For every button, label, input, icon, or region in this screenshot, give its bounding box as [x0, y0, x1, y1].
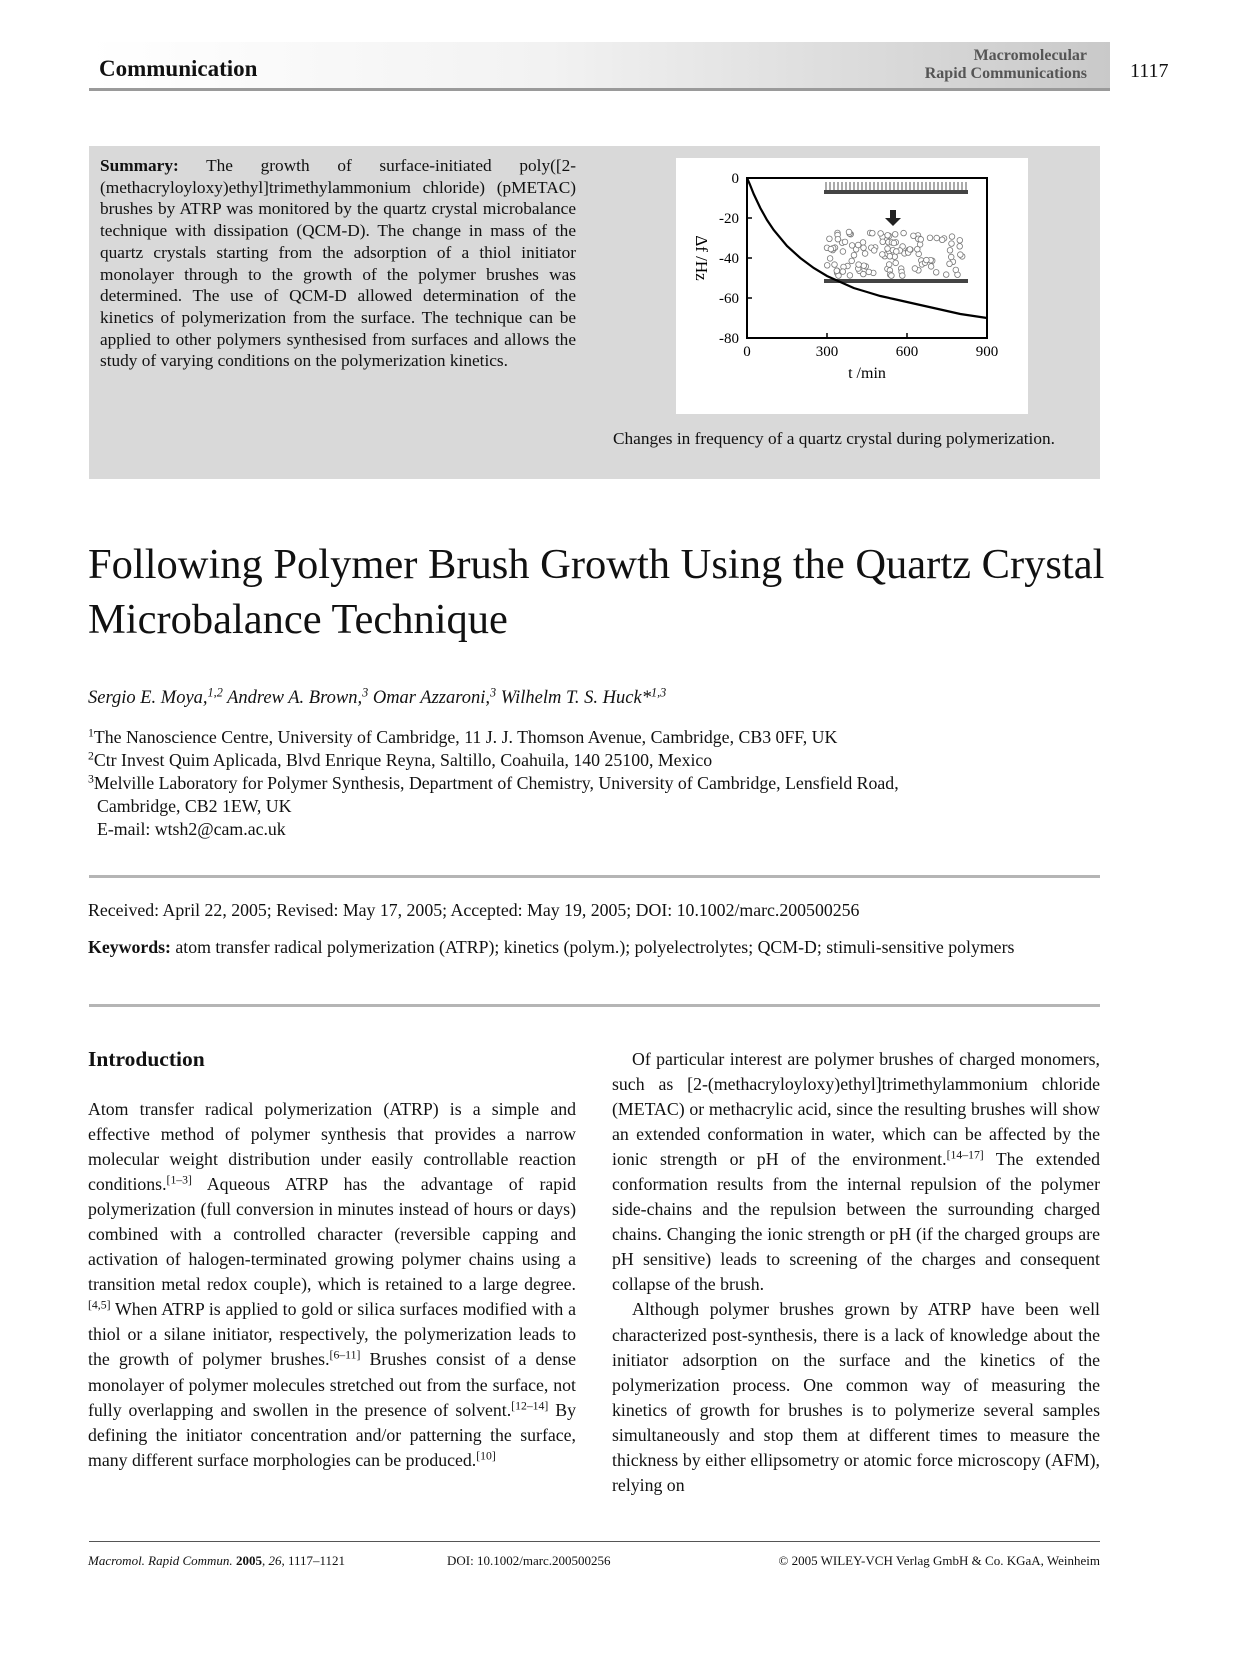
journal-name: [880, 47, 1087, 83]
text-run: By defining the initiator concentration and/or patterning the surface, many different surface morphologies can be produced.: [88, 1399, 576, 1470]
author-name: Sergio E. Moya,: [88, 688, 208, 708]
monomer-bead: [861, 271, 867, 277]
contact-email: E-mail: wtsh2@cam.ac.uk: [97, 819, 286, 839]
author-name: Omar Azzaroni,: [368, 688, 491, 708]
footer-year: 2005: [235, 1553, 262, 1568]
monomer-bead: [862, 251, 868, 257]
author-affiliation-ref: 3: [362, 685, 369, 700]
monomer-bead: [834, 268, 840, 274]
monomer-bead: [947, 261, 953, 267]
section-heading-introduction: Introduction: [88, 1047, 205, 1071]
monomer-bead: [840, 269, 846, 275]
divider: [89, 1004, 1100, 1007]
monomer-bead: [893, 260, 899, 266]
citation: [6–11]: [329, 1349, 361, 1363]
affiliation-continued: Cambridge, CB2 1EW, UK: [97, 796, 292, 816]
monomer-bead: [846, 229, 852, 235]
y-tick-label: -40: [719, 251, 739, 267]
summary-text: [100, 155, 576, 372]
y-tick-label: -80: [719, 331, 739, 347]
monomer-bead: [824, 263, 830, 269]
monomer-bead: [827, 256, 833, 262]
footer-copyright: © 2005 WILEY-VCH Verlag GmbH & Co. KGaA, Weinheim: [778, 1553, 1100, 1568]
monomer-bead: [934, 235, 940, 241]
text-run: The extended conformation results from the internal repulsion of the polymer side-chains and the repulsion between the surrounding charged chains. Changing the ionic strength or pH (if the charged groups are pH sensitive) leads to screening of the charges and consequent collapse of the brush.: [612, 1149, 1100, 1295]
citation: [12–14]: [511, 1399, 549, 1413]
keywords-label: Keywords:: [88, 937, 171, 957]
monomer-bead: [885, 233, 891, 239]
monomer-bead: [849, 243, 855, 249]
monomer-bead: [880, 239, 886, 245]
text-run: Of particular interest are polymer brushes of charged monomers, such as [2-(methacryloyloxy)ethyl]trimethylammonium chloride (METAC) or methacrylic acid, since the resulting brushes will show an extended conformation in water, which can be affected by the ionic strength or pH of the environment.: [612, 1049, 1100, 1170]
monomer-bead: [927, 235, 933, 241]
author-affiliation-ref: 1,2: [207, 685, 223, 700]
author-list: [88, 685, 667, 709]
x-tick-label: 300: [815, 344, 839, 360]
y-tick-label: 0: [731, 171, 739, 187]
affiliation: [88, 773, 899, 794]
affiliation: [88, 727, 837, 748]
author-affiliation-ref: 3: [490, 685, 497, 700]
monomer-bead: [907, 247, 913, 253]
monomer-bead: [861, 245, 867, 251]
figure-caption: Changes in frequency of a quartz crystal during polymerization.: [613, 429, 1055, 448]
monomer-bead: [894, 249, 900, 255]
monomer-bead: [866, 269, 872, 275]
monomer-bead: [861, 263, 867, 269]
section-label: Communication: [99, 56, 258, 81]
monomer-bead: [880, 252, 886, 258]
plot-layer: [692, 171, 998, 382]
monomer-bead: [887, 254, 893, 260]
monomer-bead: [901, 230, 907, 236]
citation: [14–17]: [946, 1148, 984, 1162]
footer-journal: Macromol. Rapid Commun.: [88, 1553, 233, 1568]
monomer-bead: [915, 246, 921, 252]
monomer-bead: [849, 258, 855, 264]
divider: [89, 875, 1100, 878]
polymer-brush-layer: [824, 229, 965, 278]
monomer-bead: [889, 273, 895, 279]
monomer-bead: [933, 270, 939, 276]
initiator-layer: [826, 182, 966, 190]
article-dates: Received: April 22, 2005; Revised: May 17, 2005; Accepted: May 19, 2005; DOI: 10.1002/marc.200500256: [88, 900, 860, 920]
affiliation-number: 2: [88, 749, 94, 763]
x-tick-label: 900: [975, 344, 999, 360]
monomer-bead: [827, 236, 833, 242]
summary-label: Summary:: [100, 156, 179, 175]
keywords-list: atom transfer radical polymerization (ATRP); kinetics (polym.); polyelectrolytes; QCM-D; stimuli-sensitive polymers: [170, 937, 1015, 957]
monomer-bead: [947, 248, 953, 254]
monomer-bead: [856, 262, 862, 268]
citation: [10]: [476, 1449, 496, 1463]
monomer-bead: [847, 273, 853, 279]
substrate-top: [824, 190, 968, 194]
affiliation: [88, 750, 712, 771]
substrate-bottom: [824, 279, 968, 283]
citation: [1–3]: [166, 1173, 192, 1187]
body-column-right: [612, 1047, 1100, 1498]
affiliation-text: Ctr Invest Quim Aplicada, Blvd Enrique Reyna, Saltillo, Coahuila, 140 25100, Mexico: [93, 750, 713, 770]
paragraph: [88, 1097, 576, 1473]
y-tick-label: -20: [719, 211, 739, 227]
article-title: Following Polymer Brush Growth Using the Quartz Crystal Microbalance Technique: [88, 541, 1105, 643]
monomer-bead: [892, 232, 898, 238]
keywords: [88, 936, 1100, 959]
citation: [4,5]: [88, 1298, 111, 1312]
brush-schematic: [824, 182, 968, 283]
footer-rule: [89, 1541, 1100, 1542]
monomer-bead: [957, 238, 963, 244]
monomer-bead: [939, 237, 945, 243]
monomer-bead: [842, 239, 848, 245]
monomer-bead: [835, 236, 841, 242]
x-tick-label: 0: [743, 344, 751, 360]
text-run: When ATRP is applied to gold or silica surfaces modified with a thiol or a silane initiator, respectively, the polymerization leads to the growth of polymer brushes.: [88, 1299, 576, 1370]
y-axis-label: Δf /Hz: [692, 235, 711, 281]
text-run: Aqueous ATRP has the advantage of rapid polymerization (full conversion in minutes instead of hours or days) combined with a controlled character (reversible capping and activation of halogen-terminated growing polymer chains using a transition metal redox couple), which is retained to a large degree.: [88, 1174, 576, 1295]
journal-name-line2: Rapid Communications: [924, 65, 1087, 82]
monomer-bead: [871, 248, 877, 254]
footer-volume: 26: [268, 1553, 282, 1568]
x-tick-label: 600: [895, 344, 919, 360]
paragraph: Although polymer brushes grown by ATRP have been well characterized post-synthesis, there is a lack of knowledge about the initiator adsorption on the surface and the kinetics of the polymerization process. One common way of measuring the kinetics of growth for brushes is to polymerize several samples simultaneously and stop them at different times to measure the thickness by either ellipsometry or atomic force microscopy (AFM), relying on: [612, 1299, 1100, 1495]
monomer-bead: [851, 252, 857, 258]
affiliation-number: 1: [88, 726, 94, 740]
affiliation-text: The Nanoscience Centre, University of Cambridge, 11 J. J. Thomson Avenue, Cambridge, CB3 0FF, UK: [93, 727, 838, 747]
monomer-bead: [924, 257, 930, 263]
page-number: 1117: [1130, 60, 1169, 82]
x-axis-label: t /min: [848, 365, 886, 382]
monomer-bead: [912, 266, 918, 272]
affiliation-number: 3: [88, 772, 94, 786]
y-tick-label: -60: [719, 291, 739, 307]
text-run: Atom transfer radical polymerization (ATRP) is a simple and effective method of polymer synthesis that provides a narrow molecular weight distribution under easily controllable reaction conditions.: [88, 1099, 576, 1195]
figure-panel: [676, 158, 1028, 414]
monomer-bead: [870, 230, 876, 236]
paragraph: [612, 1047, 1100, 1297]
monomer-bead: [918, 237, 924, 243]
monomer-bead: [928, 264, 934, 270]
monomer-bead: [943, 272, 949, 278]
monomer-bead: [948, 254, 954, 260]
footer-pages: 1117–1121: [287, 1553, 345, 1568]
monomer-bead: [832, 262, 838, 268]
monomer-bead: [855, 242, 861, 248]
monomer-bead: [953, 267, 959, 273]
monomer-bead: [878, 231, 884, 237]
footer-doi: DOI: 10.1002/marc.200500256: [447, 1553, 611, 1568]
author-name: Andrew A. Brown,: [222, 688, 363, 708]
monomer-bead: [828, 246, 834, 252]
down-arrow-icon: [885, 210, 901, 226]
monomer-bead: [949, 241, 955, 247]
text-run: Brushes consist of a dense monolayer of polymer molecules stretched out from the surface, not fully overlapping and swollen in the presence of solvent.: [88, 1349, 577, 1420]
monomer-bead: [885, 246, 891, 252]
affiliation-text: Melville Laboratory for Polymer Synthesis, Department of Chemistry, University of Cambridge, Lensfield Road,: [93, 773, 899, 793]
journal-name-line1: Macromolecular: [973, 47, 1087, 64]
author-affiliation-ref: 1,3: [650, 685, 667, 700]
monomer-bead: [886, 262, 892, 268]
monomer-bead: [900, 273, 906, 279]
summary-body: The growth of surface-initiated poly([2-(methacryloyloxy)ethyl]trimethylammonium chloride) (pMETAC) brushes by ATRP was monitored by the quartz crystal microbalance technique with dissipation (QCM-D). The change in mass of the quartz crystals starting from the adsorption of a thiol initiator monolayer through to the growth of the polymer brushes was determined. The use of QCM-D allowed determination of the kinetics of polymerization from the surface. The technique can be applied to other polymers synthesised from surfaces and allows the study of varying conditions on the polymerization kinetics.: [100, 156, 576, 371]
frequency-chart: [676, 158, 1028, 414]
body-column-left: [88, 1097, 576, 1473]
monomer-bead: [840, 249, 846, 255]
footer-citation: Macromol. Rapid Commun. 2005, 26, 1117–1121: [88, 1553, 345, 1568]
monomer-bead: [958, 252, 964, 258]
monomer-bead: [949, 234, 955, 240]
monomer-bead: [891, 240, 897, 246]
author-name: Wilhelm T. S. Huck*: [496, 688, 651, 708]
monomer-bead: [957, 244, 963, 250]
